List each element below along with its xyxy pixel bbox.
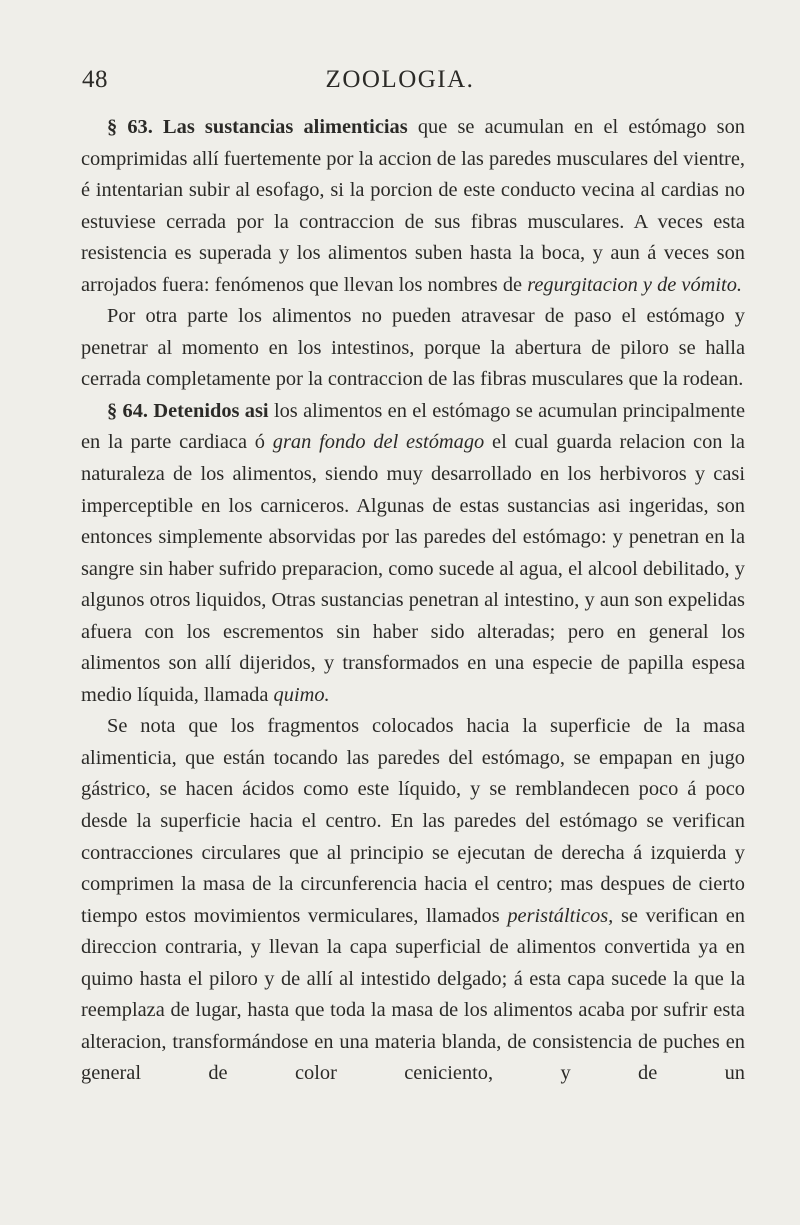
italic-term-quimo: quimo.: [273, 683, 330, 706]
paragraph-text: los alimentos en el estómago se acumulan principalmente en la parte cardiaca ó: [81, 399, 745, 454]
italic-term: peristálticos,: [507, 904, 614, 927]
page-header: [0, 66, 800, 100]
running-title: ZOOLOGIA.: [325, 66, 475, 93]
paragraph-text: que se acumulan en el estómago son comprimidas allí fuertemente por la accion de las paredes musculares del vientre, é intentarian subir al esofago, si la porcion de este conducto vecina al cardias no estuviese cerrada por la contraccion de sus fibras musculares. A veces esta resistencia es superada y los alimentos suben hasta la boca, y aun á veces son arrojados fuera: fenómenos que llevan los nombres de: [81, 116, 745, 296]
paragraph-64: [81, 396, 745, 711]
paragraph-text: Por otra parte los alimentos no pueden atravesar de paso el estómago y penetrar al momento en los intestinos, porque la abertura de piloro se halla cerrada completamente por la contraccion de las fibras musculares que la rodean.: [81, 305, 745, 391]
paragraph-63: [81, 112, 745, 301]
paragraph-opening: Las sustancias alimenticias: [163, 116, 408, 138]
paragraph-text: Se nota que los fragmentos colocados hacia la superficie de la masa alimenticia, que están tocando las paredes del estómago, se empapan en jugo gástrico, se hacen ácidos como este líquido, y se remblandecen poco á poco desde la superficie hacia el centro. En las paredes del estómago se verifican contracciones circulares que al principio se ejecutan de derecha á izquierda y comprimen la masa de la circunferencia hacia el centro; mas despues de cierto tiempo estos movimientos vermiculares, llamados: [81, 715, 745, 927]
paragraph-text: se verifican en direccion contraria, y llevan la capa superficial de alimentos convertida ya en quimo hasta el piloro y de allí al intestido delgado; á esta capa sucede la que la reemplaza de lugar, hasta que toda la masa de los alimentos acaba por sufrir esta alteracion, transformándose en una materia blanda, de consistencia de puches en general de color ceniciento, y de un: [81, 904, 745, 1085]
paragraph-text: el cual guarda relacion con la naturaleza de los alimentos, siendo muy desarrollado en los herbivoros y casi imperceptible en los carniceros. Algunas de estas sustancias asi ingeridas, son entonces simplemente absorvidas por las paredes del estómago: y penetran en la sangre sin haber sufrido preparacion, como sucede al agua, el alcool debilitado, y algunos otros liquidos, Otras sustancias penetran al intestino, y aun son expelidas afuera con los escrementos sin haber sido alteradas; pero en general los alimentos son allí dijeridos, y transformados en una especie de papilla espesa medio líquida, llamada: [81, 431, 745, 706]
italic-term: gran fondo del estómago: [272, 431, 485, 454]
section-number: § 63.: [107, 116, 153, 138]
paragraph-opening: Detenidos asi: [153, 399, 269, 422]
paragraph-piloro: [81, 301, 745, 396]
body-text: [81, 112, 745, 1090]
section-number: § 64.: [107, 399, 149, 422]
paragraph-quimo-process: [81, 711, 745, 1090]
page-number: 48: [82, 66, 108, 93]
italic-term: regurgitacion y de vómito.: [527, 273, 743, 296]
